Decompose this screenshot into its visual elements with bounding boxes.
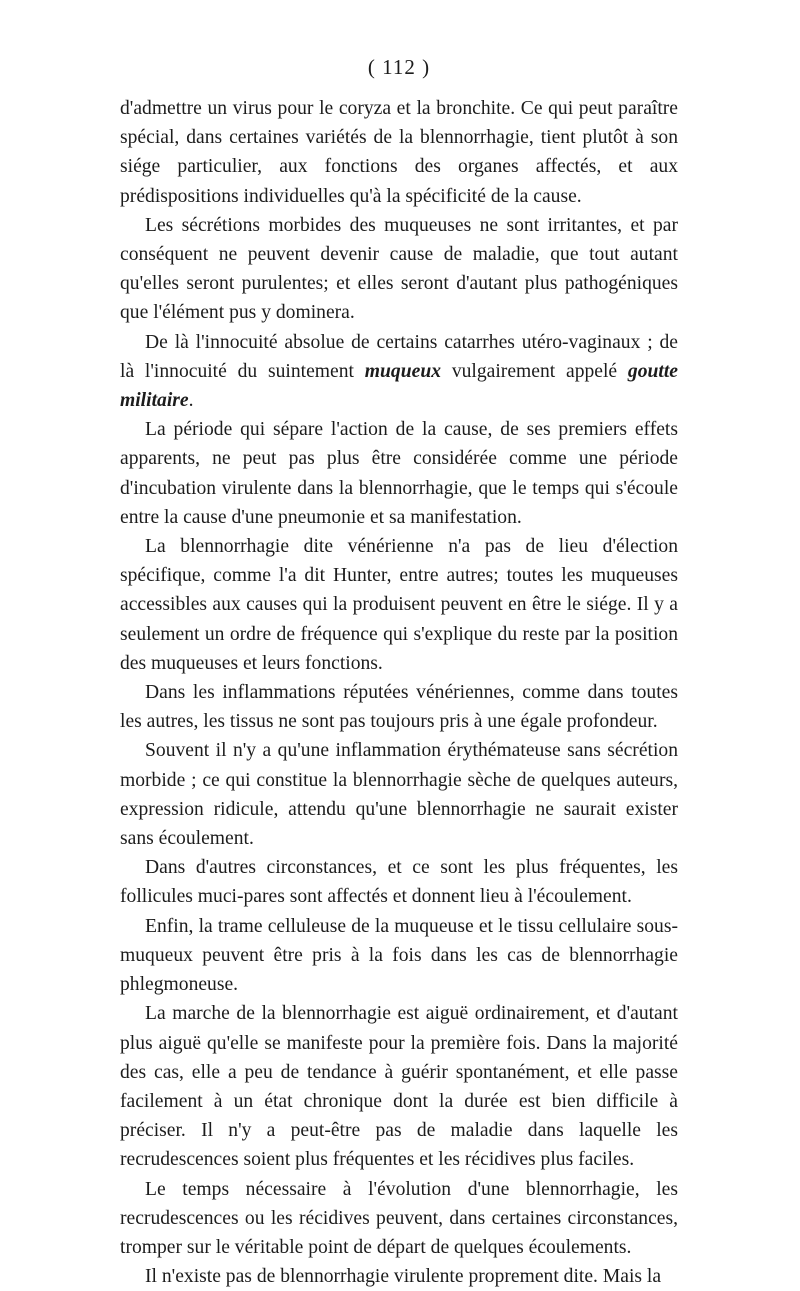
paragraph-secretions: Les sécrétions morbides des muqueuses ne sont irritantes, et par conséquent ne peuvent devenir cause de maladie, que tout autant qu'elles seront purulentes; et elles seront d'autant plus pathogéniques que l'élément pus y dominera. xyxy=(120,214,678,324)
term-goutte-militaire: goutte militaire xyxy=(120,360,678,412)
page-number: ( 112 ) xyxy=(367,55,431,79)
paragraph-evolution: Le temps nécessaire à l'évolution d'une blennorrhagie, les recrudescences ou les récidives peuvent, dans certaines circonstances, tromper sur le véritable point de départ de quelques écoulements. xyxy=(120,1178,678,1258)
paragraph-periode: La période qui sépare l'action de la cause, de ses premiers effets apparents, ne peut pas plus être considérée comme une période d'incubation virulente dans la blennorrhagie, que le temps qui s'écoule entre la cause d'une pneumonie et sa manifestation. xyxy=(120,419,678,528)
innocuite-text-c: . xyxy=(188,390,194,412)
innocuite-text-b: vulgairement appelé xyxy=(441,360,628,382)
paragraph-innocuite xyxy=(120,328,678,416)
paragraph-marche: La marche de la blennorrhagie est aiguë ordinairement, et d'autant plus aiguë qu'elle se manifeste pour la première fois. Dans la majorité des cas, elle a peu de tendance à guérir spontanément, et elle passe facilement à un état chronique dont la durée est bien difficile à préciser. Il n'y a peut-être pas de maladie dans laquelle les recrudescences soient plus fréquentes et les récidives plus faciles. xyxy=(120,1003,678,1171)
paragraph-erythemateuse: Souvent il n'y a qu'une inflammation érythémateuse sans sécrétion morbide ; ce qui constitue la blennorrhagie sèche de quelques auteurs, expression ridicule, attendu qu'une blennorrhagie ne saurait exister sans écoulement. xyxy=(120,740,678,850)
paragraph-inflammations: Dans les inflammations réputées vénériennes, comme dans toutes les autres, les tissus ne sont pas toujours pris à une égale profondeur. xyxy=(120,682,678,733)
paragraph-phlegmoneuse: Enfin, la trame celluleuse de la muqueuse et le tissu cellulaire sous-muqueux peuvent être pris à la fois dans les cas de blennorrhagie phlegmoneuse. xyxy=(120,915,678,996)
paragraph-venerienne: La blennorrhagie dite vénérienne n'a pas de lieu d'élection spécifique, comme l'a dit Hunter, entre autres; toutes les muqueuses accessibles aux causes qui la produisent peuvent en être le siége. Il y a seulement un ordre de fréquence qui s'explique du reste par la position des muqueuses et leurs fonctions. xyxy=(120,536,678,674)
paragraph-continuation: d'admettre un virus pour le coryza et la bronchite. Ce qui peut paraître spécial, dans certaines variétés de la blennorrhagie, tient plutôt à son siége particulier, aux fonctions des organes affectés, et aux prédispositions individuelles qu'à la spécificité de la cause. xyxy=(120,98,678,207)
innocuite-text-a: De là l'innocuité absolue de certains catarrhes utéro-vaginaux ; de là l'innocuité du suintement xyxy=(120,331,678,382)
paragraph-follicules: Dans d'autres circonstances, et ce sont les plus fréquentes, les follicules muci-pares sont affectés et donnent lieu à l'écoulement. xyxy=(120,857,678,908)
term-muqueux: muqueux xyxy=(364,360,442,382)
paragraph-virulente: Il n'existe pas de blennorrhagie virulente proprement dite. Mais la xyxy=(145,1266,662,1288)
